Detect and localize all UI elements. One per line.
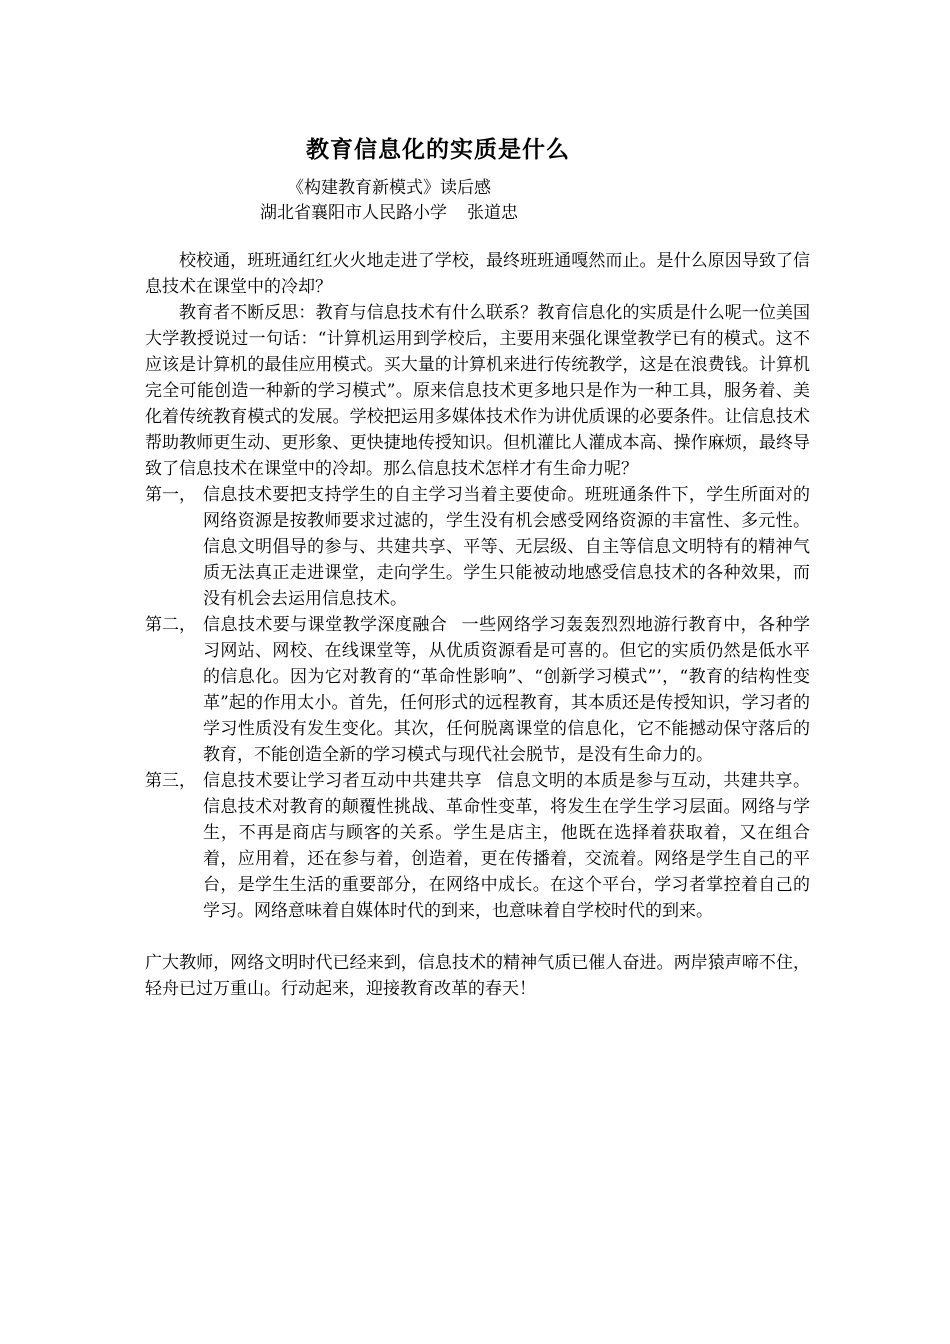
item-label: 第三， [145,771,196,791]
document-subtitle: 《构建教育新模式》读后感 [287,178,491,198]
item-label: 第二， [145,615,196,635]
document-body [145,248,810,1002]
paragraph-closing: 广大教师，网络文明时代已经来到，信息技术的精神气质已催人奋进。两岸猿声啼不住，轻舟已过万重山。行动起来，迎接教育改革的春天！ [145,953,810,999]
list-item-first [145,482,810,612]
item-heading: 信息技术要把支持学生的自主学习当着主要使命。 [203,485,585,505]
item-text: 信息文明的本质是参与互动，共建共享。信息技术对教育的颠覆性挑战、革命性变革，将发生在学生学习层面。网络与学生，不再是商店与顾客的关系。学生是店主，他既在选择着获取着，又在组合着，应用着，还在参与着，创造着，更在传播着，交流着。网络是学生自己的平台，是学生生活的重要部分，在网络中成长。在这个平台，学习者掌控着自己的学习。网络意味着自媒体时代的到来，也意味着自学校时代的到来。 [203,771,811,921]
list-item-third [145,768,810,924]
paragraph-reflection: 教育者不断反思：教育与信息技术有什么联系？教育信息化的实质是什么呢一位美国大学教授说过一句话：“计算机运用到学校后，主要用来强化课堂教学已有的模式。这不应该是计算机的最佳应用模式。买大量的计算机来进行传统教学，这是在浪费钱。计算机完全可能创造一种新的学习模式”。原来信息技术更多地只是作为一种工具，服务着、美化着传统教育模式的发展。学校把运用多媒体技术作为讲优质课的必要条件。让信息技术帮助教师更生动、更形象、更快捷地传授知识。但机灌比人灌成本高、操作麻烦，最终导致了信息技术在课堂中的冷却。那么信息技术怎样才有生命力呢？ [145,303,810,479]
item-text: 一些网络学习轰轰烈烈地游行教育中，各种学习网站、网校、在线课堂等，从优质资源看是可喜的。但它的实质仍然是低水平的信息化。因为它对教育的“革命性影响”、“创新学习模式”’，“教育的结构性变革”起的作用太小。首先，任何形式的远程教育，其本质还是传授知识，学习者的学习性质没有发生变化。其次，任何脱离课堂的信息化，它不能撼动保守落后的教育，不能创造全新的学习模式与现代社会脱节，是没有生命力的。 [203,615,811,765]
document-title: 教育信息化的实质是什么 [306,136,570,163]
list-item-second [145,612,810,768]
author-school: 湖北省襄阳市人民路小学 [260,203,447,223]
author-line [260,201,518,225]
item-text: 班班通条件下，学生所面对的网络资源是按教师要求过滤的，学生没有机会感受网络资源的丰富性、多元性。信息文明倡导的参与、共建共享、平等、无层级、自主等信息文明特有的精神气质无法真正走进课堂，走向学生。学生只能被动地感受信息技术的各种效果，而没有机会去运用信息技术。 [203,485,811,609]
item-label: 第一， [145,485,196,505]
item-heading: 信息技术要与课堂教学深度融合 [203,615,448,635]
author-name: 张道忠 [467,203,518,223]
item-heading: 信息技术要让学习者互动中共建共享 [203,771,483,791]
paragraph-intro: 校校通，班班通红红火火地走进了学校，最终班班通嘎然而止。是什么原因导致了信息技术在课堂中的冷却？ [145,251,810,297]
